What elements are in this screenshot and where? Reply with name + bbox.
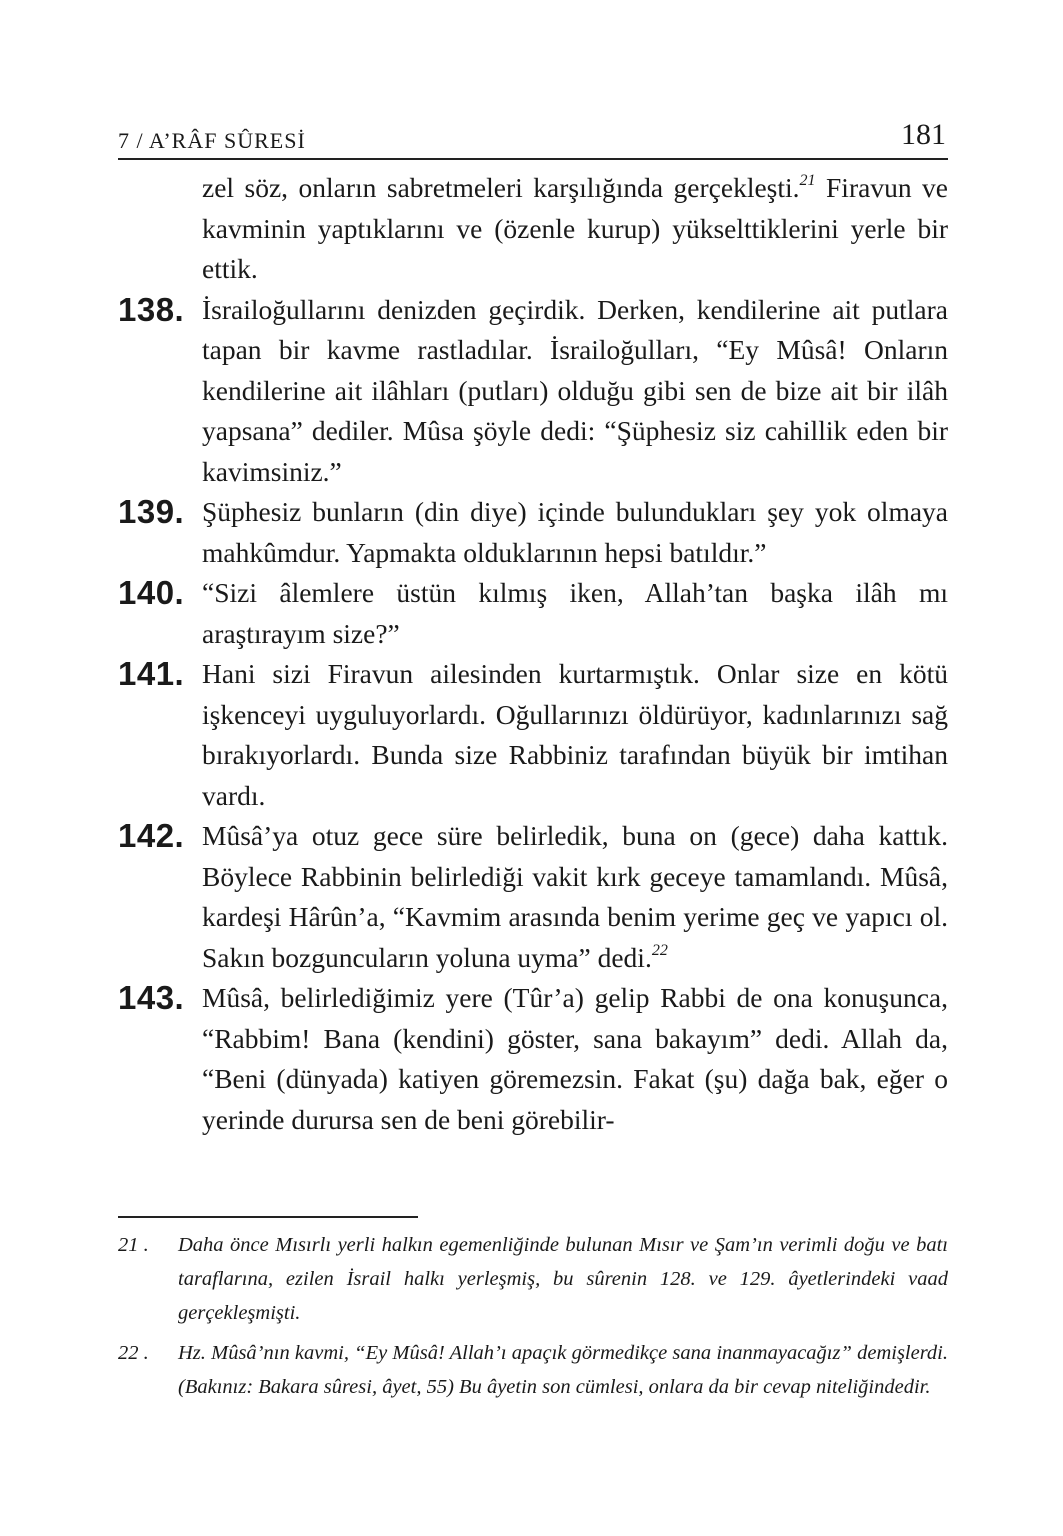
footnotes — [118, 1228, 948, 1410]
verse-140 — [118, 573, 948, 654]
verse-141 — [118, 654, 948, 816]
continuation-text-end: Firavun ve kavminin yaptıklarını ve (özenle kurup) yükselttiklerini yerle bir ettik. — [202, 172, 948, 284]
verse-143 — [118, 978, 948, 1140]
verse-text: Hani sizi Firavun ailesinden kurtarmıştık. Onlar size en kötü işkenceyi uyguluyorlardı. Oğullarınızı öldürüyor, kadınlarınızı sağ bırakıyorlardı. Bunda size Rabbiniz tarafından büyük bir imtihan vardı. — [202, 658, 948, 811]
running-head: 7 / A’RÂF SÛRESİ — [118, 128, 306, 153]
footnote-21 — [118, 1228, 948, 1330]
page-header — [118, 116, 948, 160]
main-text — [118, 168, 948, 1140]
footnote-ref-21: 21 — [799, 172, 816, 189]
verse-text: Mûsâ, belirlediğimiz yere (Tûr’a) gelip Rabbi de ona konuşunca, “Rabbim! Bana (kendini) göster, sana bakayım” dedi. Allah da, “Beni (dünyada) katiyen göremezsin. Fakat (şu) dağa bak, eğer o yerinde durursa sen de beni görebilir- — [202, 982, 948, 1135]
verse-text: Şüphesiz bunların (din diye) içinde bulundukları şey yok olmaya mahkûmdur. Yapmakta olduklarının hepsi batıldır.” — [202, 496, 948, 568]
verse-139 — [118, 492, 948, 573]
page-number: 181 — [901, 118, 946, 151]
continuation-paragraph — [118, 168, 948, 290]
verse-number: 141. — [118, 655, 185, 692]
verse-number: 138. — [118, 290, 185, 328]
footnote-number: 22 . — [118, 1342, 149, 1364]
footnote-22 — [118, 1336, 948, 1404]
verse-text: İsrailoğullarını denizden geçirdik. Derken, kendilerine ait putlara tapan bir kavme rastladılar. İsrailoğulları, “Ey Mûsâ! Onların kendilerine ait ilâhları (putları) olduğu gibi sen de bize ait bir ilâh yapsana” dediler. Mûsa şöyle dedi: “Şüphesiz siz cahillik eden bir kavimsiniz.” — [202, 293, 948, 487]
verse-138 — [118, 290, 948, 493]
verse-number: 140. — [118, 574, 185, 611]
verse-number: 143. — [118, 979, 185, 1016]
verse-text: Mûsâ’ya otuz gece süre belirledik, buna on (gece) daha kattık. Böylece Rabbinin belirlediği vakit kırk geceye tamamlandı. Mûsâ, kardeşi Hârûn’a, “Kavmim arasında benim yerime geç ve yapıcı ol. Sakın bozguncuların yoluna uyma” dedi. — [202, 820, 948, 973]
verse-number: 139. — [118, 493, 185, 530]
footnote-ref-22: 22 — [651, 941, 668, 959]
footnote-divider — [118, 1216, 418, 1218]
footnote-number: 21 . — [118, 1234, 149, 1256]
footnote-text: Hz. Mûsâ’nın kavmi, “Ey Mûsâ! Allah’ı apaçık görmedikçe sana inanmayacağız” demişlerdi. (Bakınız: Bakara sûresi, âyet, 55) Bu âyetin son cümlesi, onlara da bir cevap niteliğindedir. — [178, 1342, 948, 1398]
verse-number: 142. — [118, 817, 185, 854]
continuation-text: zel söz, onların sabretmeleri karşılığında gerçekleşti. — [202, 172, 800, 203]
verse-text: “Sizi âlemlere üstün kılmış iken, Allah’tan başka ilâh mı araştırayım size?” — [202, 577, 948, 649]
footnote-text: Daha önce Mısırlı yerli halkın egemenliğinde bulunan Mısır ve Şam’ın verimli doğu ve batı taraflarına, ezilen İsrail halkı yerleşmiş, bu sûrenin 128. ve 129. âyetlerindeki vaad gerçekleşmişti. — [178, 1234, 948, 1324]
verse-142 — [118, 816, 948, 978]
